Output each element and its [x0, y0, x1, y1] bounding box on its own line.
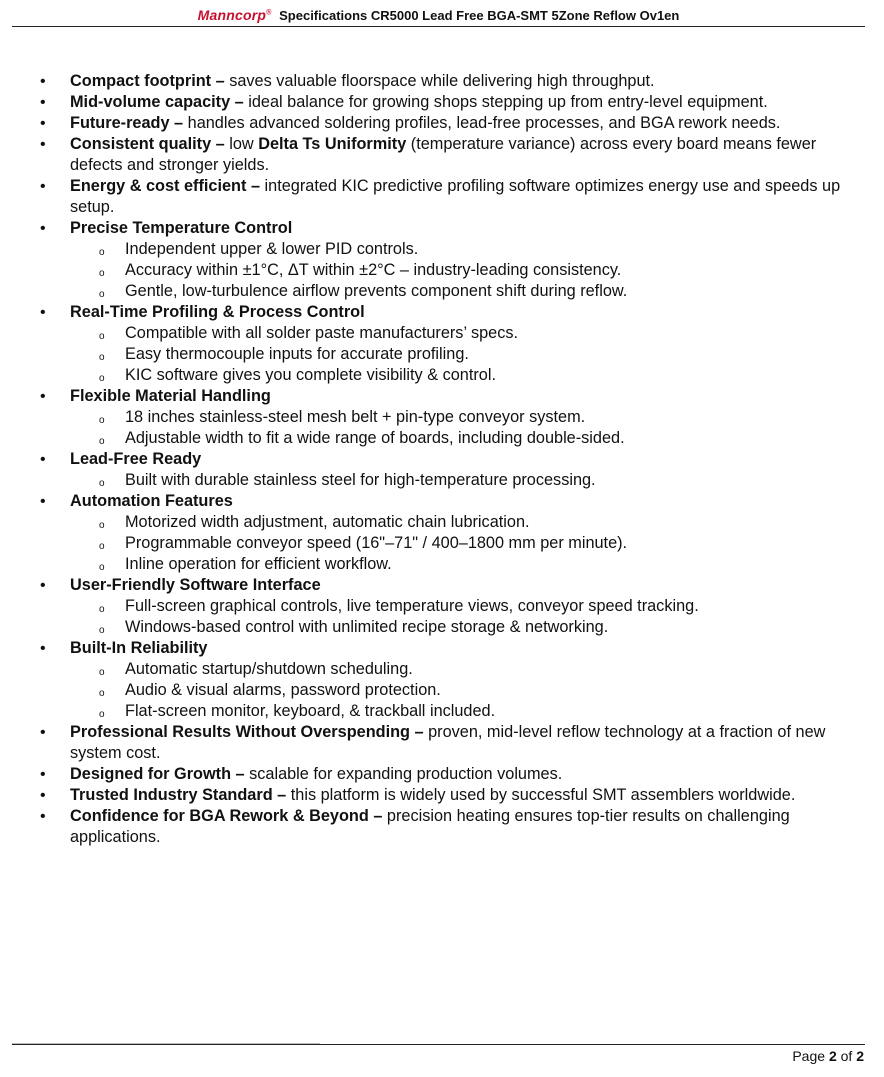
sub-list-item: o Adjustable width to fit a wide range of boards, including double-sided.: [70, 428, 868, 449]
sub-list: [70, 323, 868, 386]
list-item: • Consistent quality – low Delta Ts Uniformity (temperature variance) across every board means fewer defects and stronger yields.: [38, 134, 868, 176]
sub-list-item: o Windows-based control with unlimited recipe storage & networking.: [70, 617, 868, 638]
list-item: • Mid-volume capacity – ideal balance for growing shops stepping up from entry-level equipment.: [38, 92, 868, 113]
sub-list-item: o Independent upper & lower PID controls.: [70, 239, 868, 260]
list-item: • Future-ready – handles advanced soldering profiles, lead-free processes, and BGA rework needs.: [38, 113, 868, 134]
sub-list-item: o Automatic startup/shutdown scheduling.: [70, 659, 868, 680]
sub-list-item: o Full-screen graphical controls, live temperature views, conveyor speed tracking.: [70, 596, 868, 617]
document-title: Specifications CR5000 Lead Free BGA-SMT 5Zone Reflow Ov1en: [279, 7, 680, 23]
sub-list-item: o Compatible with all solder paste manufacturers’ specs.: [70, 323, 868, 344]
list-item: • Precise Temperature Control o Independent upper & lower PID controls. o Accuracy within ±1°C, ΔT within ±2°C – industry-leading consistency. o Gentle, low-turbulence airflow prevents component shift during reflow.: [38, 218, 868, 302]
sub-list-item: o Inline operation for efficient workflow.: [70, 554, 868, 575]
list-item: • Lead-Free Ready o Built with durable stainless steel for high-temperature processing.: [38, 449, 868, 491]
sub-list: [70, 239, 868, 302]
sub-list: [70, 407, 868, 449]
sub-list-item: o KIC software gives you complete visibility & control.: [70, 365, 868, 386]
list-item: • User-Friendly Software Interface o Full-screen graphical controls, live temperature views, conveyor speed tracking. o Windows-based control with unlimited recipe storage & networking.: [38, 575, 868, 638]
list-item: • Designed for Growth – scalable for expanding production volumes.: [38, 764, 868, 785]
sub-list-item: o Motorized width adjustment, automatic chain lubrication.: [70, 512, 868, 533]
sub-list-item: o 18 inches stainless-steel mesh belt + pin-type conveyor system.: [70, 407, 868, 428]
list-item: • Automation Features o Motorized width adjustment, automatic chain lubrication. o Programmable conveyor speed (16"–71" / 400–1800 mm per minute). o Inline operation for efficient workflow.: [38, 491, 868, 575]
sub-list-item: o Audio & visual alarms, password protection.: [70, 680, 868, 701]
list-item: • Trusted Industry Standard – this platform is widely used by successful SMT assemblers worldwide.: [38, 785, 868, 806]
sub-list-item: o Built with durable stainless steel for high-temperature processing.: [70, 470, 868, 491]
list-item: • Built-In Reliability o Automatic startup/shutdown scheduling. o Audio & visual alarms, password protection. o Flat-screen monitor, keyboard, & trackball included.: [38, 638, 868, 722]
sub-list: [70, 470, 868, 491]
sub-list: [70, 659, 868, 722]
footer-divider: [12, 1044, 865, 1045]
list-item: • Compact footprint – saves valuable floorspace while delivering high throughput.: [38, 71, 868, 92]
list-item: • Professional Results Without Overspending – proven, mid-level reflow technology at a fraction of new system cost.: [38, 722, 868, 764]
sub-list-item: o Programmable conveyor speed (16"–71" / 400–1800 mm per minute).: [70, 533, 868, 554]
sub-list-item: o Flat-screen monitor, keyboard, & trackball included.: [70, 701, 868, 722]
list-item: • Flexible Material Handling o 18 inches stainless-steel mesh belt + pin-type conveyor system. o Adjustable width to fit a wide range of boards, including double-sided.: [38, 386, 868, 449]
page-number: Page 2 of 2: [792, 1048, 864, 1064]
sub-list: [70, 512, 868, 575]
spec-content: [38, 71, 868, 848]
sub-list: [70, 596, 868, 638]
sub-list-item: o Gentle, low-turbulence airflow prevents component shift during reflow.: [70, 281, 868, 302]
sub-list-item: o Easy thermocouple inputs for accurate profiling.: [70, 344, 868, 365]
sub-list-item: o Accuracy within ±1°C, ΔT within ±2°C – industry-leading consistency.: [70, 260, 868, 281]
page-header: [12, 2, 865, 27]
brand-logo: Manncorp®: [197, 6, 272, 23]
list-item: • Real-Time Profiling & Process Control o Compatible with all solder paste manufacturers’ specs. o Easy thermocouple inputs for accurate profiling. o KIC software gives you complete visibility & control.: [38, 302, 868, 386]
list-item: • Confidence for BGA Rework & Beyond – precision heating ensures top-tier results on challenging applications.: [38, 806, 868, 848]
spec-list: [38, 71, 868, 848]
list-item: • Energy & cost efficient – integrated KIC predictive profiling software optimizes energy use and speeds up setup.: [38, 176, 868, 218]
